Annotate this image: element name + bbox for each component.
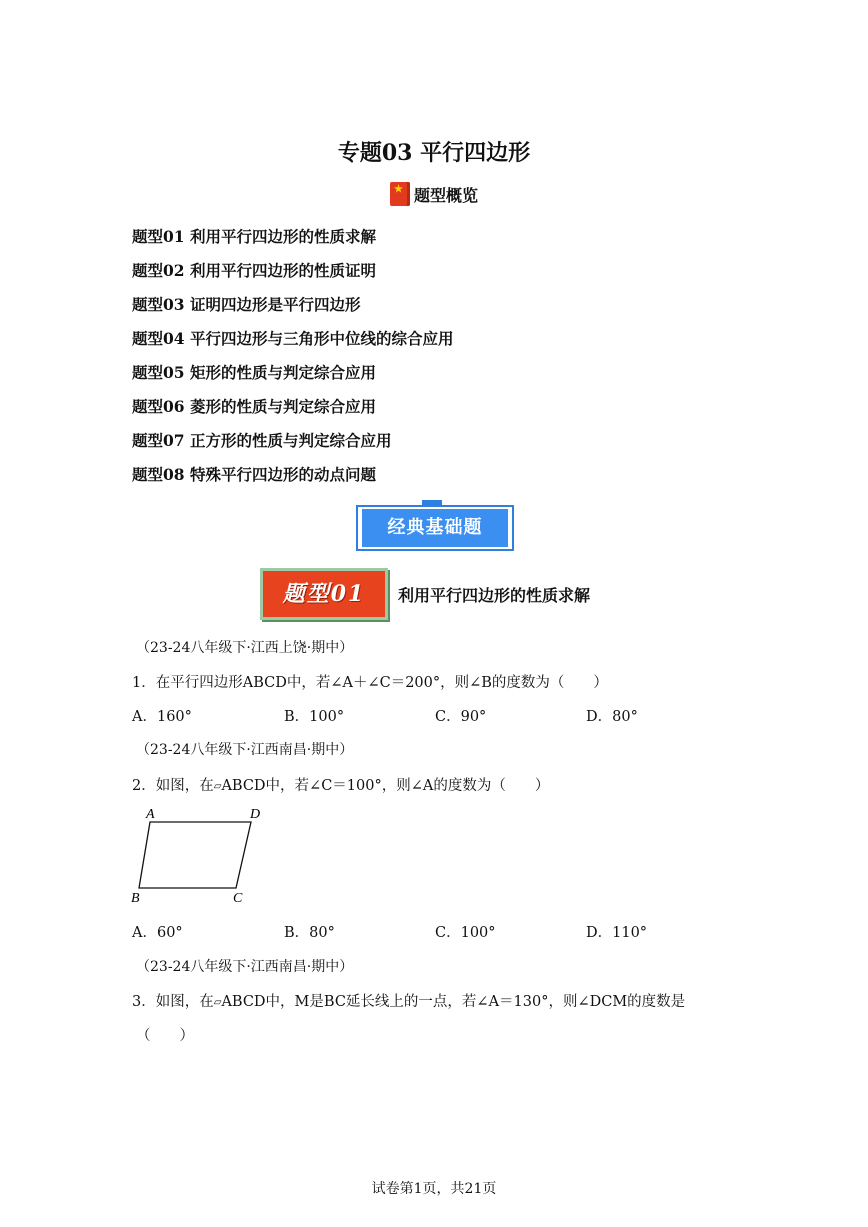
option-d: D．80° [586, 709, 638, 725]
vertex-label-d: D [250, 807, 261, 822]
question-source: （23-24八年级下·江西上饶·期中） [136, 640, 354, 656]
vertex-label-c: C [233, 891, 243, 906]
overview-heading [0, 182, 868, 206]
page-footer: 试卷第1页，共21页 [371, 1181, 497, 1197]
toc-item: 题型04 平行四边形与三角形中位线的综合应用 [132, 329, 454, 348]
question-source: （23-24八年级下·江西南昌·期中） [136, 742, 354, 758]
question-stem [132, 990, 685, 1011]
toc-item: 题型03 证明四边形是平行四边形 [132, 295, 361, 314]
parallelogram-icon: ▱ [213, 781, 222, 792]
question-stem [132, 774, 549, 795]
option-a: A．160° [132, 709, 192, 725]
stem-prefix: 3．如图，在 [132, 994, 214, 1010]
vertex-label-b: B [131, 891, 140, 906]
question-source: （23-24八年级下·江西南昌·期中） [136, 959, 354, 975]
parallelogram-shape [139, 822, 251, 888]
section-banner [356, 500, 516, 555]
option-c: C．100° [435, 925, 496, 941]
stem-prefix: 2．如图，在 [132, 778, 214, 794]
toc-item: 题型08 特殊平行四边形的动点问题 [132, 465, 376, 484]
book-icon [390, 182, 410, 206]
section-banner-label: 经典基础题 [362, 509, 508, 547]
toc-item: 题型01 利用平行四边形的性质求解 [132, 227, 376, 246]
toc-item: 题型05 矩形的性质与判定综合应用 [132, 363, 376, 382]
page-title: 专题03 平行四边形 [337, 140, 531, 166]
toc-item: 题型07 正方形的性质与判定综合应用 [132, 431, 392, 450]
banner-tab [422, 500, 442, 506]
option-d: D．110° [586, 925, 648, 941]
answer-bracket: （ ） [136, 1028, 194, 1044]
toc-item: 题型02 利用平行四边形的性质证明 [132, 261, 376, 280]
question-stem: 1．在平行四边形ABCD中，若∠A＋∠C＝200°，则∠B的度数为（ ） [132, 675, 608, 691]
option-b: B．100° [284, 709, 345, 725]
type-badge [260, 568, 388, 620]
stem-suffix: ABCD中，若∠C＝100°，则∠A的度数为（ ） [221, 778, 550, 794]
toc-list [132, 226, 453, 498]
type-badge-label: 题型01 [282, 581, 366, 607]
parallelogram-icon: ▱ [213, 997, 222, 1008]
toc-item: 题型06 菱形的性质与判定综合应用 [132, 397, 376, 416]
stem-suffix: ABCD中，M是BC延长线上的一点，若∠A＝130°，则∠DCM的度数是 [221, 994, 686, 1010]
parallelogram-figure [126, 800, 276, 910]
type-title: 利用平行四边形的性质求解 [398, 586, 591, 605]
option-a: A．60° [132, 925, 183, 941]
overview-label: 题型概览 [413, 185, 478, 205]
vertex-label-a: A [146, 807, 155, 822]
option-c: C．90° [435, 709, 487, 725]
option-b: B．80° [284, 925, 335, 941]
